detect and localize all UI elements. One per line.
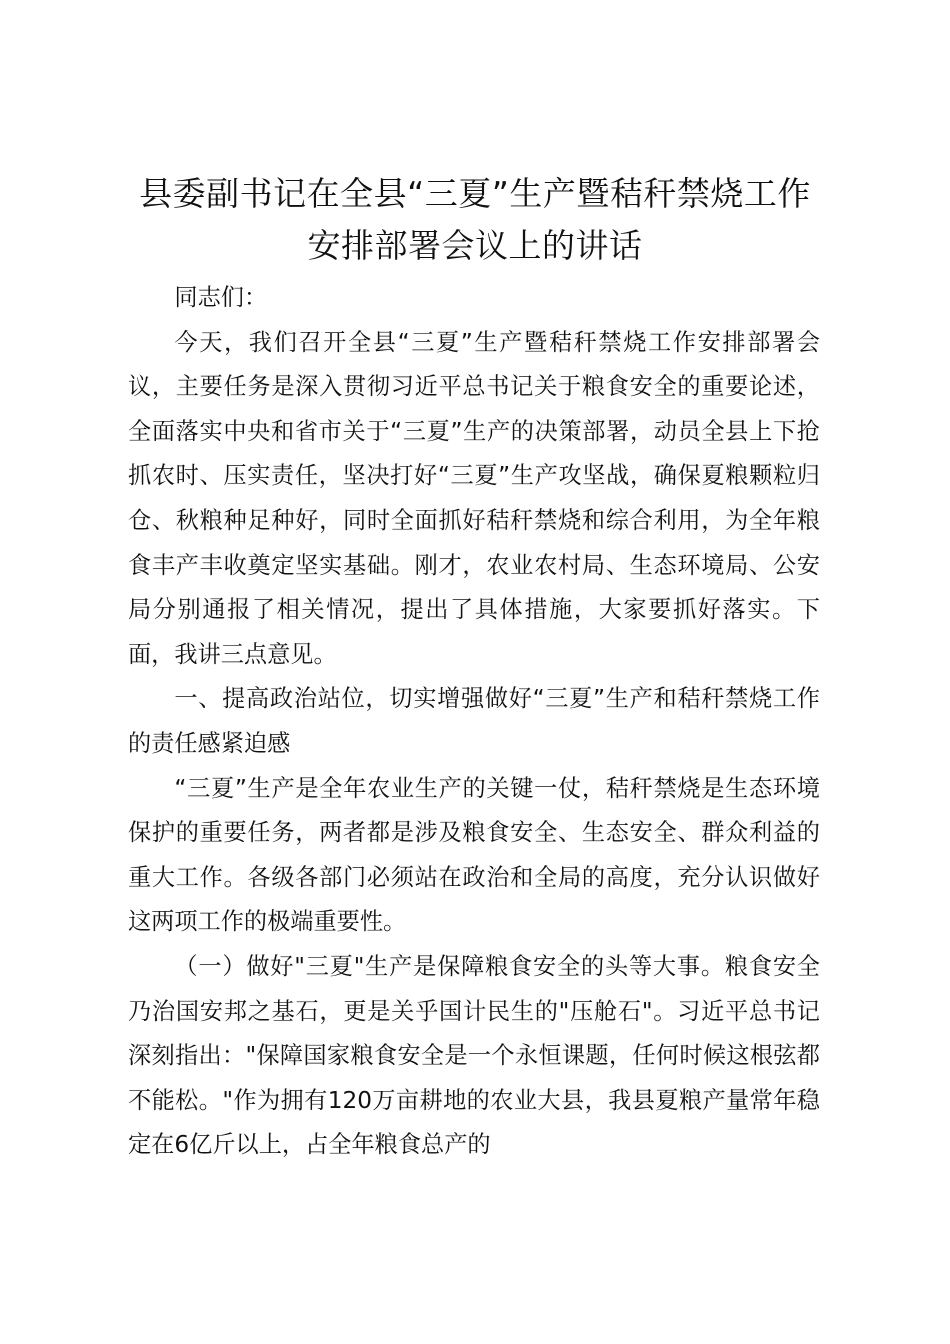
section-heading-1: 一、提高政治站位，切实增强做好“三夏”生产和秸秆禁烧工作的责任感紧迫感	[128, 685, 820, 757]
document-body	[128, 276, 820, 1168]
paragraph-subsection-1: （一）做好"三夏"生产是保障粮食安全的头等大事。粮食安全乃治国安邦之基石，更是关乎国计民生的"压舱石"。习近平总书记深刻指出："保障国家粮食安全是一个永恒课题，任何时候这根弦都不能松。"作为拥有120万亩耕地的农业大县，我县夏粮产量常年稳定在6亿斤以上，占全年粮食总产的	[128, 952, 820, 1159]
paragraph-intro: 今天，我们召开全县“三夏”生产暨秸秆禁烧工作安排部署会议，主要任务是深入贯彻习近平总书记关于粮食安全的重要论述，全面落实中央和省市关于“三夏”生产的决策部署，动员全县上下抢抓农时、压实责任，坚决打好“三夏”生产攻坚战，确保夏粮颗粒归仓、秋粮种足种好，同时全面抓好秸秆禁烧和综合利用，为全年粮食丰产丰收奠定坚实基础。刚才，农业农村局、生态环境局、公安局分别通报了相关情况，提出了具体措施，大家要抓好落实。下面，我讲三点意见。	[128, 328, 820, 668]
title-line-2: 安排部署会议上的讲话	[307, 226, 643, 265]
document-title	[120, 168, 830, 272]
paragraph-section-1: “三夏”生产是全年农业生产的关键一仗，秸秆禁烧是生态环境保护的重要任务，两者都是涉及粮食安全、生态安全、群众利益的重大工作。各级各部门必须站在政治和全局的高度，充分认识做好这两项工作的极端重要性。	[128, 774, 820, 936]
title-line-1: 县委副书记在全县“三夏”生产暨秸秆禁烧工作	[139, 174, 811, 213]
salutation: 同志们：	[174, 284, 268, 311]
